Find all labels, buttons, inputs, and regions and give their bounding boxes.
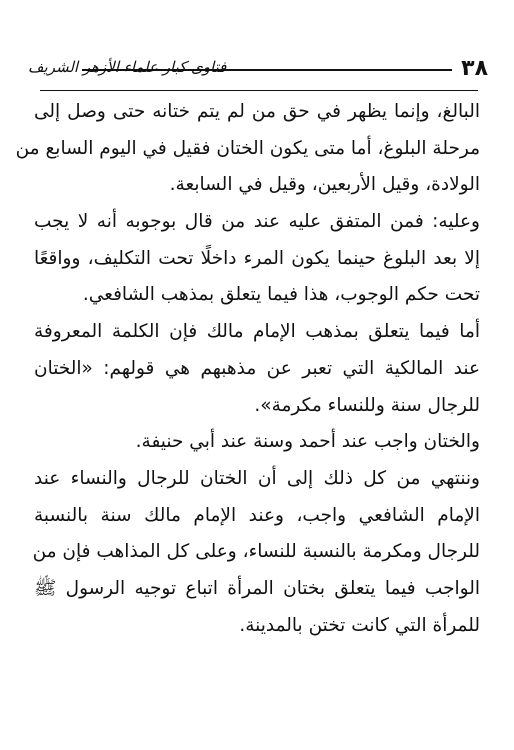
text-line-9: للرجال سنة وللنساء مكرمة». [254,394,480,416]
header-underline [40,90,478,91]
page-number: ٣٨ [461,56,488,81]
text-line-7: أما فيما يتعلق بمذهب الإمام مالك فإن الكلمة المعروفة [34,321,480,343]
text-line-1: البالغ، وإنما يظهر في حق من لم يتم ختانه حتى وصل إلى [34,101,480,122]
text-line-6: تحت حكم الوجوب، هذا فيما يتعلق بمذهب الشافعي. [82,284,480,306]
text-line-10: والختان واجب عند أحمد وسنة عند أبي حنيفة. [135,431,480,453]
text-line-2: مرحلة البلوغ، أما متى يكون الختان فقيل في اليوم السابع من [15,137,480,159]
text-line-4: وعليه: فمن المتفق عليه عند من قال بوجوبه أنه لا يجب [34,211,480,233]
running-title: فتاوى كبار علماء الأزهر الشريف [28,58,227,76]
body-text [15,94,480,644]
text-line-8: عند المالكية التي تعبر عن مذهبهم هي قولهم: «الختان [34,357,480,379]
text-line-5: إلا بعد البلوغ حينما يكون المرء داخلًا تحت التكليف، وواقعًا [34,247,480,269]
text-line-12: الإمام الشافعي واجب، وعند الإمام مالك سنة بالنسبة [34,504,480,526]
text-line-13: للرجال ومكرمة بالنسبة للنساء، وعلى كل المذاهب فإن من [32,541,480,563]
text-line-14: الواجب فيما يتعلق بختان المرأة اتباع توجيه الرسول ﷺ [34,577,480,599]
page-header [20,56,496,88]
text-line-11: وننتهي من كل ذلك إلى أن الختان للرجال والنساء عند [34,467,480,489]
text-line-15: للمرأة التي كانت تختن بالمدينة. [239,614,480,636]
text-line-3: الولادة، وقيل الأربعين، وقيل في السابعة. [169,174,480,196]
